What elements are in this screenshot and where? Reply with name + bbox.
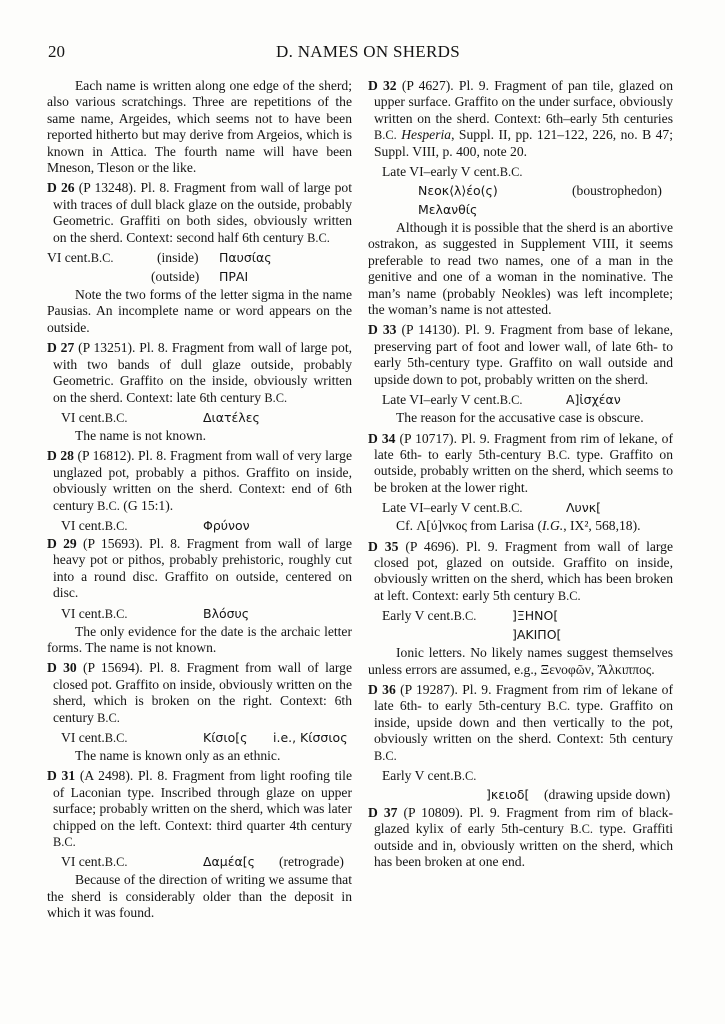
graffito: Βλόσυς [203, 605, 250, 621]
entry-text: (P 15694). Pl. 8. Fragment from wall of large closed pot. Graffito on inside, obviously written on the sherd, which is broken on the right. Context: 6th century B.C. [53, 660, 352, 725]
entry-label: D 29 [47, 535, 77, 551]
entry-text: (P 15693). Pl. 8. Fragment from wall of large heavy pot or pithos, probably prehistoric, roughly cut into a round disc. Graffito on outside, centered on disc. [53, 535, 352, 601]
date: VI cent. B.C. [61, 605, 128, 621]
running-title: D. NAMES ON SHERDS [276, 42, 460, 61]
entry-d35 [368, 539, 673, 605]
d30-note: The name is known only as an ethnic. [75, 748, 281, 763]
graffito: Κίσιο[ς [203, 730, 248, 745]
entry-text: (P 19287). Pl. 9. Fragment from rim of lekane of late 6th- to early 5th-century B.C. type. Graffito on inside, upside down and then vertically to the pot, obviously written on the sherd. Context: 5th century B.C. [374, 681, 674, 763]
d32-graffito-line-1 [368, 183, 673, 200]
comparison-reference: , IX², 568,18). [563, 518, 641, 534]
entry-d30 [47, 660, 352, 726]
entry-d37 [368, 805, 673, 871]
entry-text: (P 16812). Pl. 8. Fragment from wall of very large unglazed pot, probably a pithos. Graffito on inside, obviously written on the sherd. Context: end of 6th century B.C. (G 15:1). [53, 448, 352, 513]
d26-date-line-1 [47, 250, 352, 267]
d28-date-line [47, 518, 352, 535]
entry-d26 [47, 180, 352, 246]
entry-text: (P 14130). Pl. 9. Fragment from base of lekane, preserving part of foot and lower wall, of late 6th- to early 5th-century type. Graffito on wall outside and upside down to pot, probably written on the sherd. [374, 322, 674, 387]
d33-note: The reason for the accusative case is obscure. [396, 410, 644, 426]
entry-text: (P 13248). Pl. 8. Fragment from wall of large pot with traces of dull black glaze on the outside, probably Geometric. Graffiti on both sides, obviously written on the sherd. Context: second half 6th century B.C. [53, 180, 352, 245]
entry-text: (P 4696). Pl. 9. Fragment from wall of large closed pot, glazed on outside. Graffito on inside, obviously written on the sherd, which has been broken at left. Context: early 5th century B.C. [374, 538, 673, 603]
graffito: Λυνκ[ [566, 500, 602, 516]
writing-direction: (boustrophedon) [572, 183, 662, 199]
d29-note: The only evidence for the date is the archaic letter forms. The name is not known. [47, 623, 352, 655]
entry-d32 [368, 78, 673, 160]
d32-note: Although it is possible that the sherd is an abortive ostrakon, as suggested in Supplement VIII, it seems preferable to read two names, one of a man in the genitive and one of a woman in the nominative. The man’s name (probably Neokles) was left incomplete; the woman’s name is not attested. [368, 220, 673, 318]
entry-label: D 36 [368, 681, 396, 697]
graffito: ]κειοδ[ [486, 787, 530, 802]
graffito: Δαμέα[ς [203, 854, 255, 870]
d29-date-line [47, 606, 352, 623]
entry-text: (P 10809). Pl. 9. Fragment from rim of black-glazed kylix of early 5th-century B.C. type. Graffiti outside and in, obviously written on the sherd, which has been broken at one end. [374, 805, 673, 870]
d26-date-line-2 [47, 269, 352, 286]
d26-note: Note the two forms of the letter sigma in the name Pausias. An incomplete name or word appears on the outside. [47, 287, 352, 335]
d27-date-line [47, 410, 352, 427]
entry-d31 [47, 768, 352, 850]
d34-comparison [368, 518, 673, 534]
drawing-remark: (drawing upside down) [544, 787, 671, 802]
date: Early V cent. B.C. [382, 608, 477, 624]
date: Late VI–early V cent. B.C. [382, 164, 523, 180]
entry-label: D 34 [368, 430, 396, 446]
date: VI cent. B.C. [47, 250, 114, 266]
entry-label: D 31 [47, 768, 76, 784]
d30-date-line [47, 730, 352, 747]
page-number: 20 [48, 42, 65, 61]
d36-date-line [368, 768, 673, 785]
entry-text: (P 13251). Pl. 8. Fragment from wall of large pot, with two bands of dull glaze outside, probably Geometric. Graffito on the inside, obviously written on the sherd. Context: late 6th century B.C. [53, 340, 352, 405]
graffito: Νεοκ⟨λ⟩έο(ς) [418, 183, 498, 199]
entry-text: (A 2498). Pl. 8. Fragment from light roofing tile of Laconian type. Inscribed through glaze on upper surface; probably written on the sherd, which was later chipped on the left. Context: third quarter 4th century B.C. [53, 768, 352, 850]
entry-label: D 32 [368, 78, 397, 93]
position-label: (outside) [151, 269, 200, 285]
entry-text: (P 4627). Pl. 9. Fragment of pan tile, glazed on upper surface. Graffito on the under surface, obviously written on the sherd. Context: 6th–early 5th centuries B.C. [374, 78, 674, 143]
date: VI cent. B.C. [61, 409, 128, 425]
d32-date-line [368, 164, 673, 181]
corpus-abbreviation: I.G. [542, 518, 564, 534]
graffito: Φρύνον [203, 517, 250, 533]
position-label: (inside) [157, 250, 199, 266]
entry-d27 [47, 340, 352, 406]
d35-date-line [368, 608, 673, 625]
date: VI cent. B.C. [61, 517, 128, 533]
date: VI cent. B.C. [61, 854, 128, 870]
graffito: ]ΞΗΝΟ[ [512, 608, 559, 624]
d31-note: Because of the direction of writing we assume that the sherd is considerably older than the deposit in which it was found. [47, 872, 352, 921]
d35-graffito-line-2 [368, 627, 673, 644]
left-column [47, 78, 352, 926]
d34-date-line [368, 500, 673, 517]
writing-direction: (retrograde) [279, 854, 344, 870]
d33-date-line [368, 392, 673, 409]
right-column [368, 78, 673, 875]
date: Late VI–early V cent. B.C. [382, 392, 523, 408]
graffito: Διατέλες [203, 409, 260, 425]
d32-graffito-line-2 [368, 202, 673, 219]
entry-label: D 28 [47, 448, 74, 464]
date: VI cent. B.C. [61, 730, 128, 745]
d31-date-line [47, 854, 352, 871]
entry-label: D 26 [47, 180, 75, 196]
entry-label: D 37 [368, 805, 398, 820]
d35-note: Ionic letters. No likely names suggest themselves unless errors are assumed, e.g., Ξενοφῶν, Ἄλκιππος. [368, 645, 673, 677]
graffito: Παυσίας [219, 250, 272, 266]
entry-label: D 30 [47, 660, 77, 676]
entry-d36 [368, 682, 673, 764]
entry-label: D 33 [368, 322, 397, 338]
d27-note: The name is not known. [75, 427, 207, 443]
graffito: Μελανθίς [418, 202, 478, 218]
entry-d28 [47, 448, 352, 514]
date: Late VI–early V cent. B.C. [382, 500, 523, 516]
entry-text: (P 10717). Pl. 9. Fragment from rim of lekane, of late 6th- to early 5th-century B.C. type. Graffito on outside, probably written on the sherd, which seems to be broken at the lower right. [374, 430, 673, 495]
page-header [48, 42, 688, 64]
entry-label: D 27 [47, 340, 75, 356]
comparison-text: Cf. Λ[ύ]νκος from Larisa ( [396, 518, 543, 534]
journal-title: Hesperia [401, 127, 452, 143]
d36-graffito-line [368, 787, 673, 804]
graffito: ]ΑΚΙΠΟ[ [512, 627, 562, 643]
normalized-form: i.e., Κίσσιος [273, 730, 348, 745]
entry-label: D 35 [368, 538, 399, 554]
graffito: ΠΡΑΙ [219, 269, 249, 285]
entry-d34 [368, 431, 673, 497]
intro-paragraph: Each name is written along one edge of the sherd; also various scratchings. Three are repetitions of the same name, Argeides, which seems not to have been reported hitherto but may derive from Argeios, which is known in Attica. The fourth name will have been Mneson, Tleson or the like. [47, 78, 352, 176]
entry-text-continued: , Suppl. II, pp. 121–122, 226, no. B 47; Suppl. VIII, p. 400, note 20. [374, 127, 673, 159]
entry-d29 [47, 536, 352, 602]
graffito: Α]ἰσχέαν [566, 392, 621, 408]
entry-d33 [368, 322, 673, 388]
date: Early V cent. B.C. [382, 768, 477, 783]
